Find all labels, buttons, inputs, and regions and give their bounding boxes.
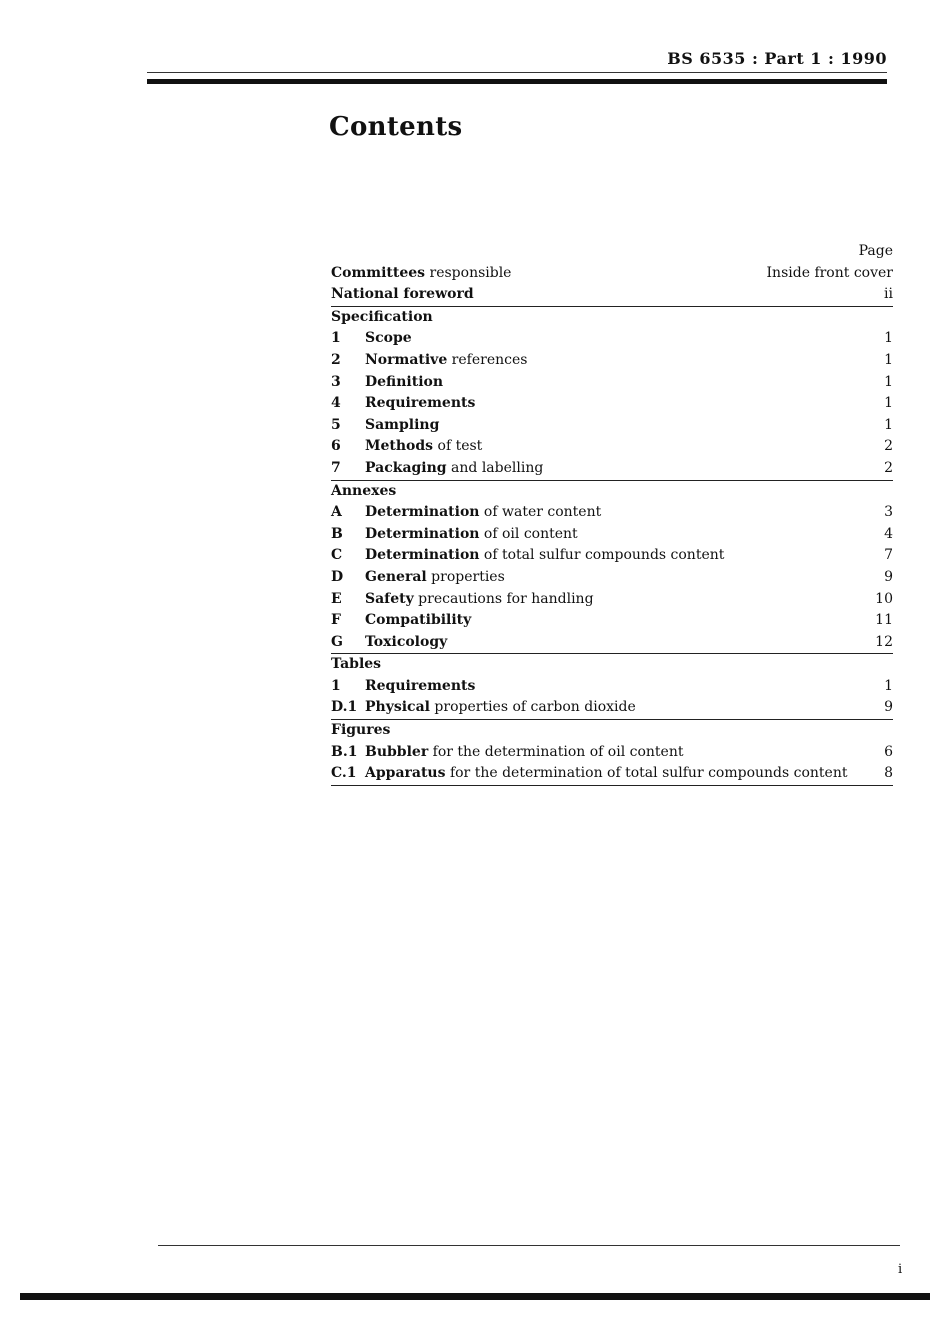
section-heading-specification: Specification [331, 308, 433, 325]
toc-entry-page: 1 [884, 677, 893, 694]
toc-entry[interactable] [331, 372, 893, 394]
toc-entry-number: 1 [331, 330, 341, 347]
toc-entry-label: Definition [365, 373, 444, 390]
toc-entry-number: F [331, 612, 341, 629]
toc-entry-label: Compatibility [365, 612, 472, 629]
toc-entry[interactable] [331, 589, 893, 611]
toc-entry-page: ii [884, 286, 893, 303]
toc-entry[interactable] [331, 393, 893, 415]
toc-entry-label: Physical properties of carbon dioxide [365, 699, 636, 716]
toc-entry-committees[interactable] [331, 263, 893, 285]
toc-entry-number: 6 [331, 438, 341, 455]
toc-entry-page: Inside front cover [766, 264, 893, 281]
document-reference: BS 6535 : Part 1 : 1990 [667, 49, 887, 68]
toc-entry-page: 11 [875, 612, 893, 629]
toc-entry-page: 9 [884, 699, 893, 716]
toc-entry-page: 2 [884, 459, 893, 476]
toc-entry-label: Bubbler for the determination of oil content [365, 743, 684, 760]
toc-entry-label: Requirements [365, 677, 476, 694]
toc-entry[interactable] [331, 632, 893, 654]
toc-entry[interactable] [331, 610, 893, 632]
toc-entry-page: 1 [884, 416, 893, 433]
footer-thick-rule [20, 1293, 930, 1300]
toc-entry-page: 2 [884, 438, 893, 455]
toc-entry[interactable] [331, 567, 893, 589]
toc-entry-label: Safety precautions for handling [365, 590, 594, 607]
toc-entry-label: Determination of water content [365, 504, 602, 521]
toc-entry-number: C [331, 547, 343, 564]
toc-entry-page: 3 [884, 504, 893, 521]
toc-entry-label: Apparatus for the determination of total sulfur compounds content [365, 765, 848, 782]
toc-entry-label: Determination of total sulfur compounds content [365, 547, 725, 564]
toc-entry-label: Methods of test [365, 438, 483, 455]
toc-entry-label: Requirements [365, 395, 476, 412]
page-heading-label: Page [858, 243, 893, 259]
toc-entry[interactable] [331, 742, 893, 764]
toc-entry-page: 7 [884, 547, 893, 564]
toc-entry-label: Determination of oil content [365, 525, 578, 542]
toc-entry[interactable] [331, 502, 893, 524]
toc-entry-page: 1 [884, 395, 893, 412]
page-column-heading [331, 241, 893, 263]
toc-entry[interactable] [331, 350, 893, 372]
toc-entry-page: 4 [884, 525, 893, 542]
page-title: Contents [329, 112, 463, 142]
header-thick-rule [147, 79, 887, 84]
toc-entry-number: B [331, 525, 343, 542]
toc-entry[interactable] [331, 697, 893, 719]
toc-entry[interactable] [331, 458, 893, 480]
toc-entry-label: Toxicology [365, 633, 448, 650]
toc-entry-label: Scope [365, 330, 412, 347]
toc-entry-page: 1 [884, 330, 893, 347]
toc-entry-number: 7 [331, 459, 341, 476]
table-of-contents [331, 241, 893, 786]
footer-thin-rule [158, 1245, 900, 1246]
toc-entry-number: 4 [331, 395, 341, 412]
toc-entry-number: A [331, 504, 342, 521]
toc-entry-page: 12 [875, 633, 893, 650]
toc-entry-page: 6 [884, 743, 893, 760]
toc-entry-number: E [331, 590, 342, 607]
toc-entry-number: D [331, 568, 344, 585]
toc-entry-label: General properties [365, 568, 505, 585]
section-heading-tables: Tables [331, 656, 382, 673]
toc-entry[interactable] [331, 524, 893, 546]
section-divider [331, 785, 893, 786]
section-heading-figures: Figures [331, 722, 391, 739]
toc-entry-number: C.1 [331, 765, 357, 782]
toc-entry-number: 2 [331, 351, 341, 368]
toc-entry-number: 1 [331, 677, 341, 694]
toc-entry[interactable] [331, 545, 893, 567]
toc-entry-label: Packaging and labelling [365, 459, 544, 476]
toc-entry-national-foreword[interactable] [331, 284, 893, 306]
toc-entry-label: Committees responsible [331, 264, 512, 281]
toc-entry-page: 10 [875, 590, 893, 607]
header-thin-rule [147, 72, 887, 73]
toc-entry[interactable] [331, 763, 893, 785]
toc-entry-number: D.1 [331, 699, 358, 716]
toc-entry[interactable] [331, 415, 893, 437]
toc-entry-number: 5 [331, 416, 341, 433]
page-number: i [898, 1262, 903, 1277]
toc-entry-page: 1 [884, 373, 893, 390]
toc-entry[interactable] [331, 328, 893, 350]
toc-entry-label: Sampling [365, 416, 440, 433]
toc-entry-number: B.1 [331, 743, 358, 760]
toc-entry[interactable] [331, 436, 893, 458]
toc-entry-label: National foreword [331, 286, 474, 303]
section-heading-annexes: Annexes [331, 482, 397, 499]
toc-entry-page: 8 [884, 765, 893, 782]
toc-entry-label: Normative references [365, 351, 528, 368]
toc-entry-number: 3 [331, 373, 341, 390]
toc-entry[interactable] [331, 676, 893, 698]
toc-entry-number: G [331, 633, 343, 650]
toc-entry-page: 9 [884, 568, 893, 585]
toc-entry-page: 1 [884, 351, 893, 368]
